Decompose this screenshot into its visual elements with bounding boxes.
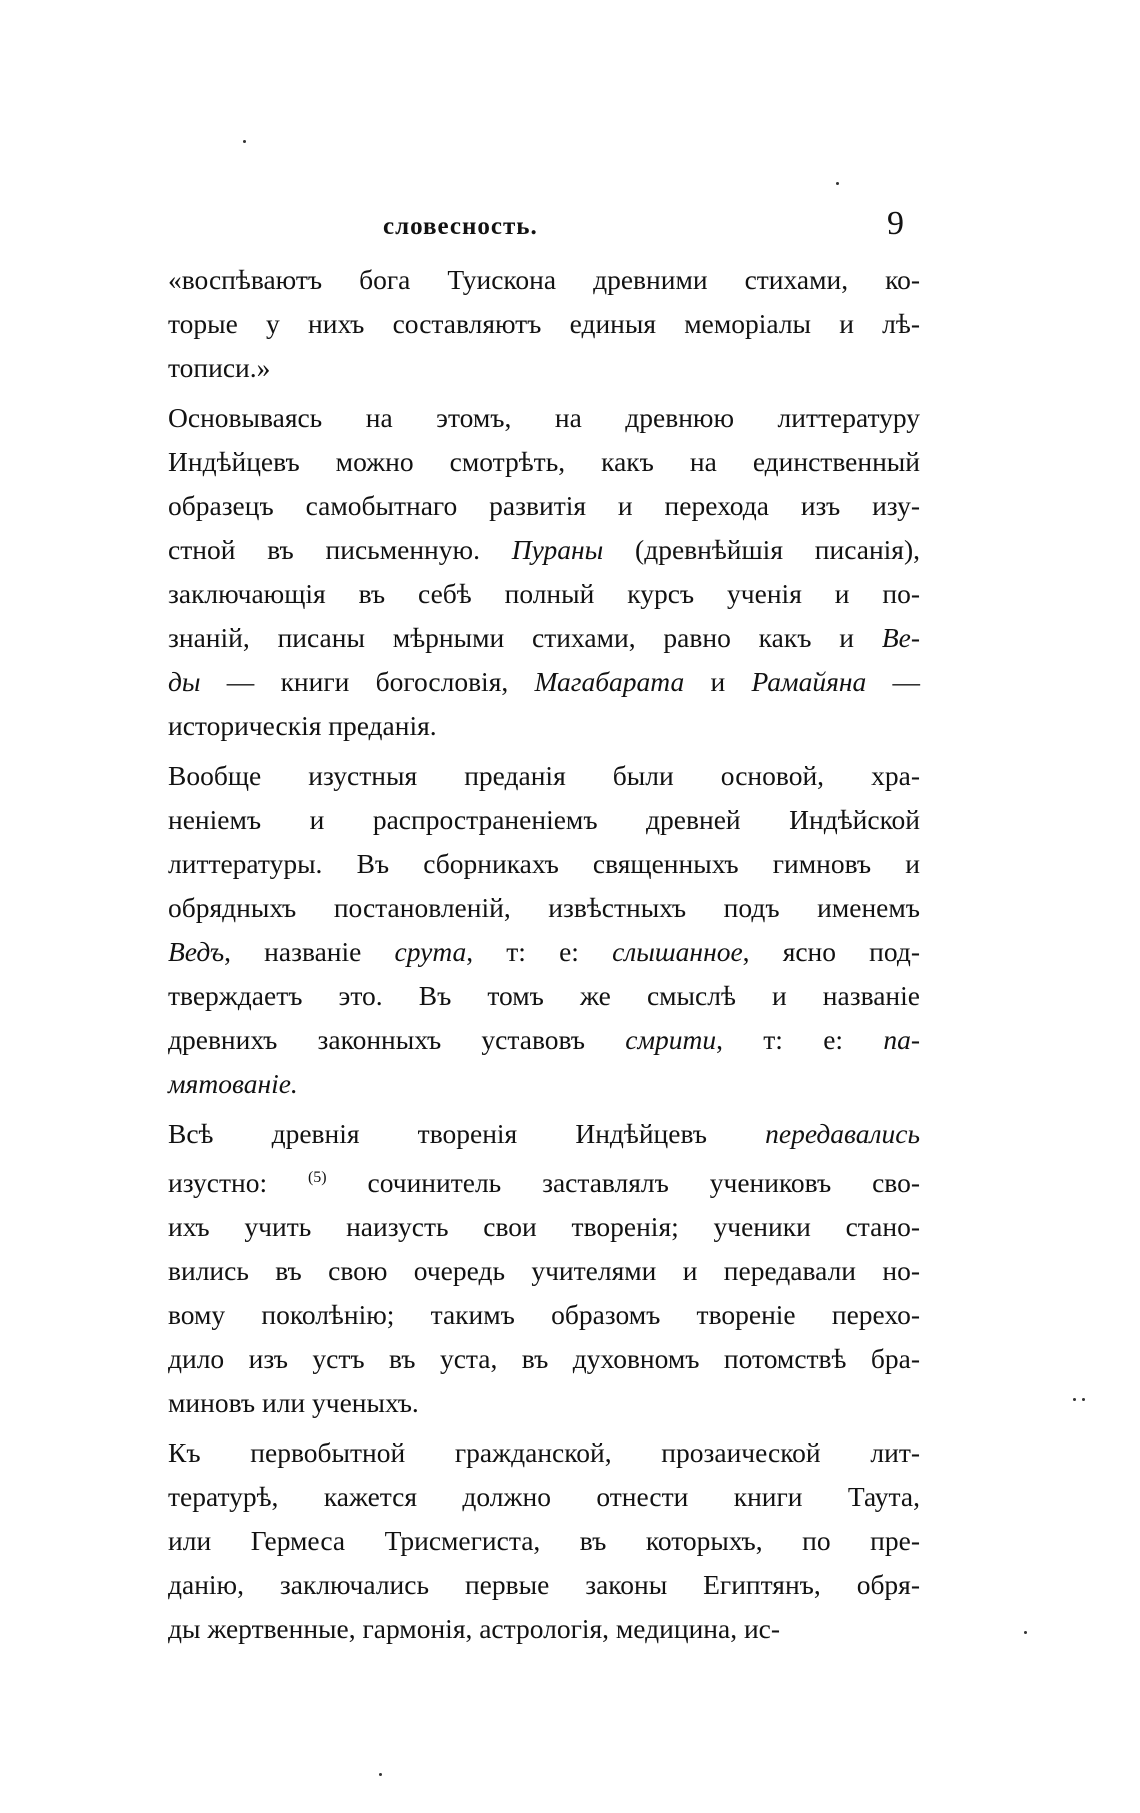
text-line [168, 704, 920, 748]
text-line [168, 1062, 920, 1106]
text-run: Основываясь на этомъ, на древнюю литтературу [168, 402, 920, 433]
text-run: сочинитель заставлялъ учениковъ сво- [326, 1167, 920, 1198]
text-line [168, 1563, 920, 1607]
scan-speck [1073, 1398, 1076, 1401]
text-line [168, 1249, 920, 1293]
text-line [168, 1205, 920, 1249]
text-run: данію, заключались первые законы Египтянъ, обря- [168, 1569, 920, 1600]
text-run: или Гермеса Трисмегиста, въ которыхъ, по пре- [168, 1525, 920, 1556]
paragraph [168, 396, 920, 748]
text-line [168, 1607, 920, 1651]
text-run: неніемъ и распространеніемъ древней Индѣйской [168, 804, 920, 835]
text-line [168, 440, 920, 484]
italic-term: слышанное [612, 936, 743, 967]
italic-term: па- [883, 1024, 920, 1055]
text-run: литтературы. Въ сборникахъ священныхъ гимновъ и [168, 848, 920, 879]
text-run: , т: е: [716, 1024, 884, 1055]
text-line [168, 346, 920, 390]
italic-term: Ве- [881, 622, 920, 653]
text-line [168, 1018, 920, 1062]
paragraph [168, 1431, 920, 1651]
text-run: дило изъ устъ въ уста, въ духовномъ потомствѣ бра- [168, 1343, 920, 1374]
text-line [168, 572, 920, 616]
text-line [168, 1337, 920, 1381]
text-run: , ясно под- [742, 936, 920, 967]
text-run: , т: е: [466, 936, 613, 967]
footnote-ref: (5) [307, 1169, 327, 1186]
scan-speck [836, 182, 839, 185]
text-line [168, 484, 920, 528]
text-run: и [684, 666, 752, 697]
text-run: тописи.» [168, 352, 271, 383]
text-line [168, 616, 920, 660]
paragraph [168, 754, 920, 1106]
text-run: «воспѣваютъ бога Туискона древними стихами, ко- [168, 264, 920, 295]
text-run: ды жертвенные, гармонія, астрологія, медицина, ис- [168, 1613, 781, 1644]
text-run: тературѣ, кажется должно отнести книги Таута, [168, 1481, 920, 1512]
body-text [168, 258, 920, 1657]
text-line [168, 974, 920, 1018]
text-run: миновъ или ученыхъ. [168, 1387, 419, 1418]
text-run: , названіе [224, 936, 395, 967]
text-line [168, 886, 920, 930]
text-run: Всѣ древнія творенія Индѣйцевъ [168, 1118, 766, 1149]
text-run: — книги богословія, [200, 666, 535, 697]
text-line [168, 1112, 920, 1156]
text-run: Вообще изустныя преданія были основой, хра- [168, 760, 920, 791]
running-head-title: словесность. [383, 213, 538, 240]
text-run: знаній, писаны мѣрными стихами, равно какъ и [168, 622, 882, 653]
italic-term: передавались [765, 1118, 920, 1149]
italic-term: смрити [625, 1024, 717, 1055]
text-run: тверждаетъ это. Въ томъ же смыслѣ и названіе [168, 980, 920, 1011]
text-line [168, 258, 920, 302]
text-line [168, 930, 920, 974]
italic-term: Рамайяна [751, 666, 867, 697]
italic-term: Пураны [511, 534, 604, 565]
italic-term: Магабарата [534, 666, 685, 697]
italic-term: мятованіе. [168, 1068, 298, 1099]
text-line [168, 1293, 920, 1337]
text-run: Къ первобытной гражданской, прозаической лит- [168, 1437, 920, 1468]
text-line [168, 1431, 920, 1475]
text-line [168, 754, 920, 798]
text-run: Индѣйцевъ можно смотрѣть, какъ на единственный [168, 446, 920, 477]
text-run: вились въ свою очередь учителями и передавали но- [168, 1255, 920, 1286]
italic-term: Ведъ [168, 936, 225, 967]
paragraph [168, 258, 920, 390]
text-run: стной въ письменную. [168, 534, 512, 565]
scan-speck [379, 1773, 382, 1776]
running-head [168, 205, 920, 253]
text-line [168, 660, 920, 704]
scan-speck [243, 140, 246, 143]
text-run: торые у нихъ составляютъ единыя меморіалы и лѣ- [168, 308, 920, 339]
text-run: ихъ учить наизусть свои творенія; ученики стано- [168, 1211, 920, 1242]
text-line [168, 1519, 920, 1563]
scan-speck [1024, 1631, 1027, 1634]
text-run: — [866, 666, 921, 697]
text-line [168, 396, 920, 440]
text-run: обрядныхъ постановленій, извѣстныхъ подъ именемъ [168, 892, 920, 923]
text-run: заключающія въ себѣ полный курсъ ученія и по- [168, 578, 920, 609]
text-line [168, 528, 920, 572]
text-run: вому поколѣнію; такимъ образомъ твореніе перехо- [168, 1299, 920, 1330]
text-line [168, 842, 920, 886]
page-number: 9 [887, 205, 904, 242]
italic-term: ды [168, 666, 201, 697]
text-run: древнихъ законныхъ уставовъ [168, 1024, 626, 1055]
text-line [168, 302, 920, 346]
italic-term: срута [394, 936, 467, 967]
text-line [168, 798, 920, 842]
text-run: историческія преданія. [168, 710, 437, 741]
paragraph [168, 1112, 920, 1425]
text-run: изустно: [168, 1167, 308, 1198]
text-run: образецъ самобытнаго развитія и перехода изъ изу- [168, 490, 920, 521]
text-run: (древнѣйшія писанія), [603, 534, 920, 565]
text-line [168, 1381, 920, 1425]
text-line [168, 1475, 920, 1519]
scan-speck [1082, 1398, 1085, 1401]
text-line [168, 1156, 920, 1205]
